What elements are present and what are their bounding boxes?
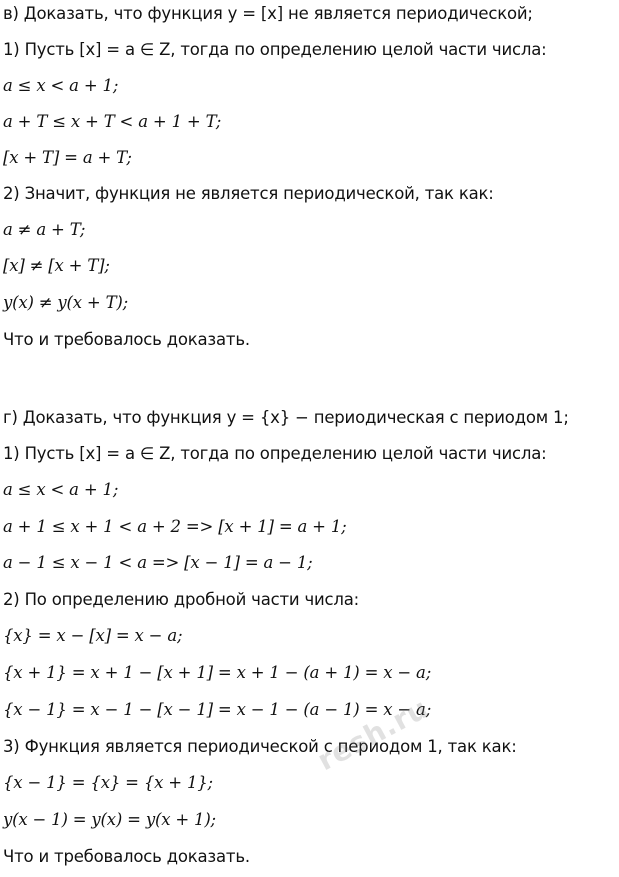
part-v-formula5: [x] ≠ [x + T]; [3,256,110,275]
part-g-formula2: a + 1 ≤ x + 1 < a + 2 => [x + 1] = a + 1; [3,517,347,536]
part-v-step2: 2) Значит, функция не является периодической, так как: [3,184,494,203]
part-g-formula7: {x − 1} = {x} = {x + 1}; [3,773,213,792]
part-v-formula1: a ≤ x < a + 1; [3,76,119,95]
part-g-formula1: a ≤ x < a + 1; [3,480,119,499]
part-v-heading: в) Доказать, что функция y = [x] не является периодической; [3,4,533,23]
part-g-formula4: {x} = x − [x] = x − a; [3,626,183,645]
part-v-formula6: y(x) ≠ y(x + T); [3,293,128,312]
part-v-conclusion: Что и требовалось доказать. [3,330,250,349]
part-g-step1: 1) Пусть [x] = a ∈ Z, тогда по определению целой части числа: [3,444,547,463]
part-g-heading: г) Доказать, что функция y = {x} − периодическая с периодом 1; [3,408,569,427]
part-g-conclusion: Что и требовалось доказать. [3,847,250,866]
part-g-formula3: a − 1 ≤ x − 1 < a => [x − 1] = a − 1; [3,553,313,572]
part-g-formula6: {x − 1} = x − 1 − [x − 1] = x − 1 − (a − 1) = x − a; [3,700,432,719]
part-v-formula3: [x + T] = a + T; [3,148,132,167]
part-g-step3: 3) Функция является периодической с периодом 1, так как: [3,737,517,756]
part-v-step1: 1) Пусть [x] = a ∈ Z, тогда по определению целой части числа: [3,40,547,59]
part-g-step2: 2) По определению дробной части числа: [3,590,360,609]
part-v-formula2: a + T ≤ x + T < a + 1 + T; [3,112,222,131]
part-v-formula4: a ≠ a + T; [3,220,86,239]
part-g-formula5: {x + 1} = x + 1 − [x + 1] = x + 1 − (a + 1) = x − a; [3,663,432,682]
watermark-logo: resh.ru [312,691,435,778]
part-g-formula8: y(x − 1) = y(x) = y(x + 1); [3,810,216,829]
